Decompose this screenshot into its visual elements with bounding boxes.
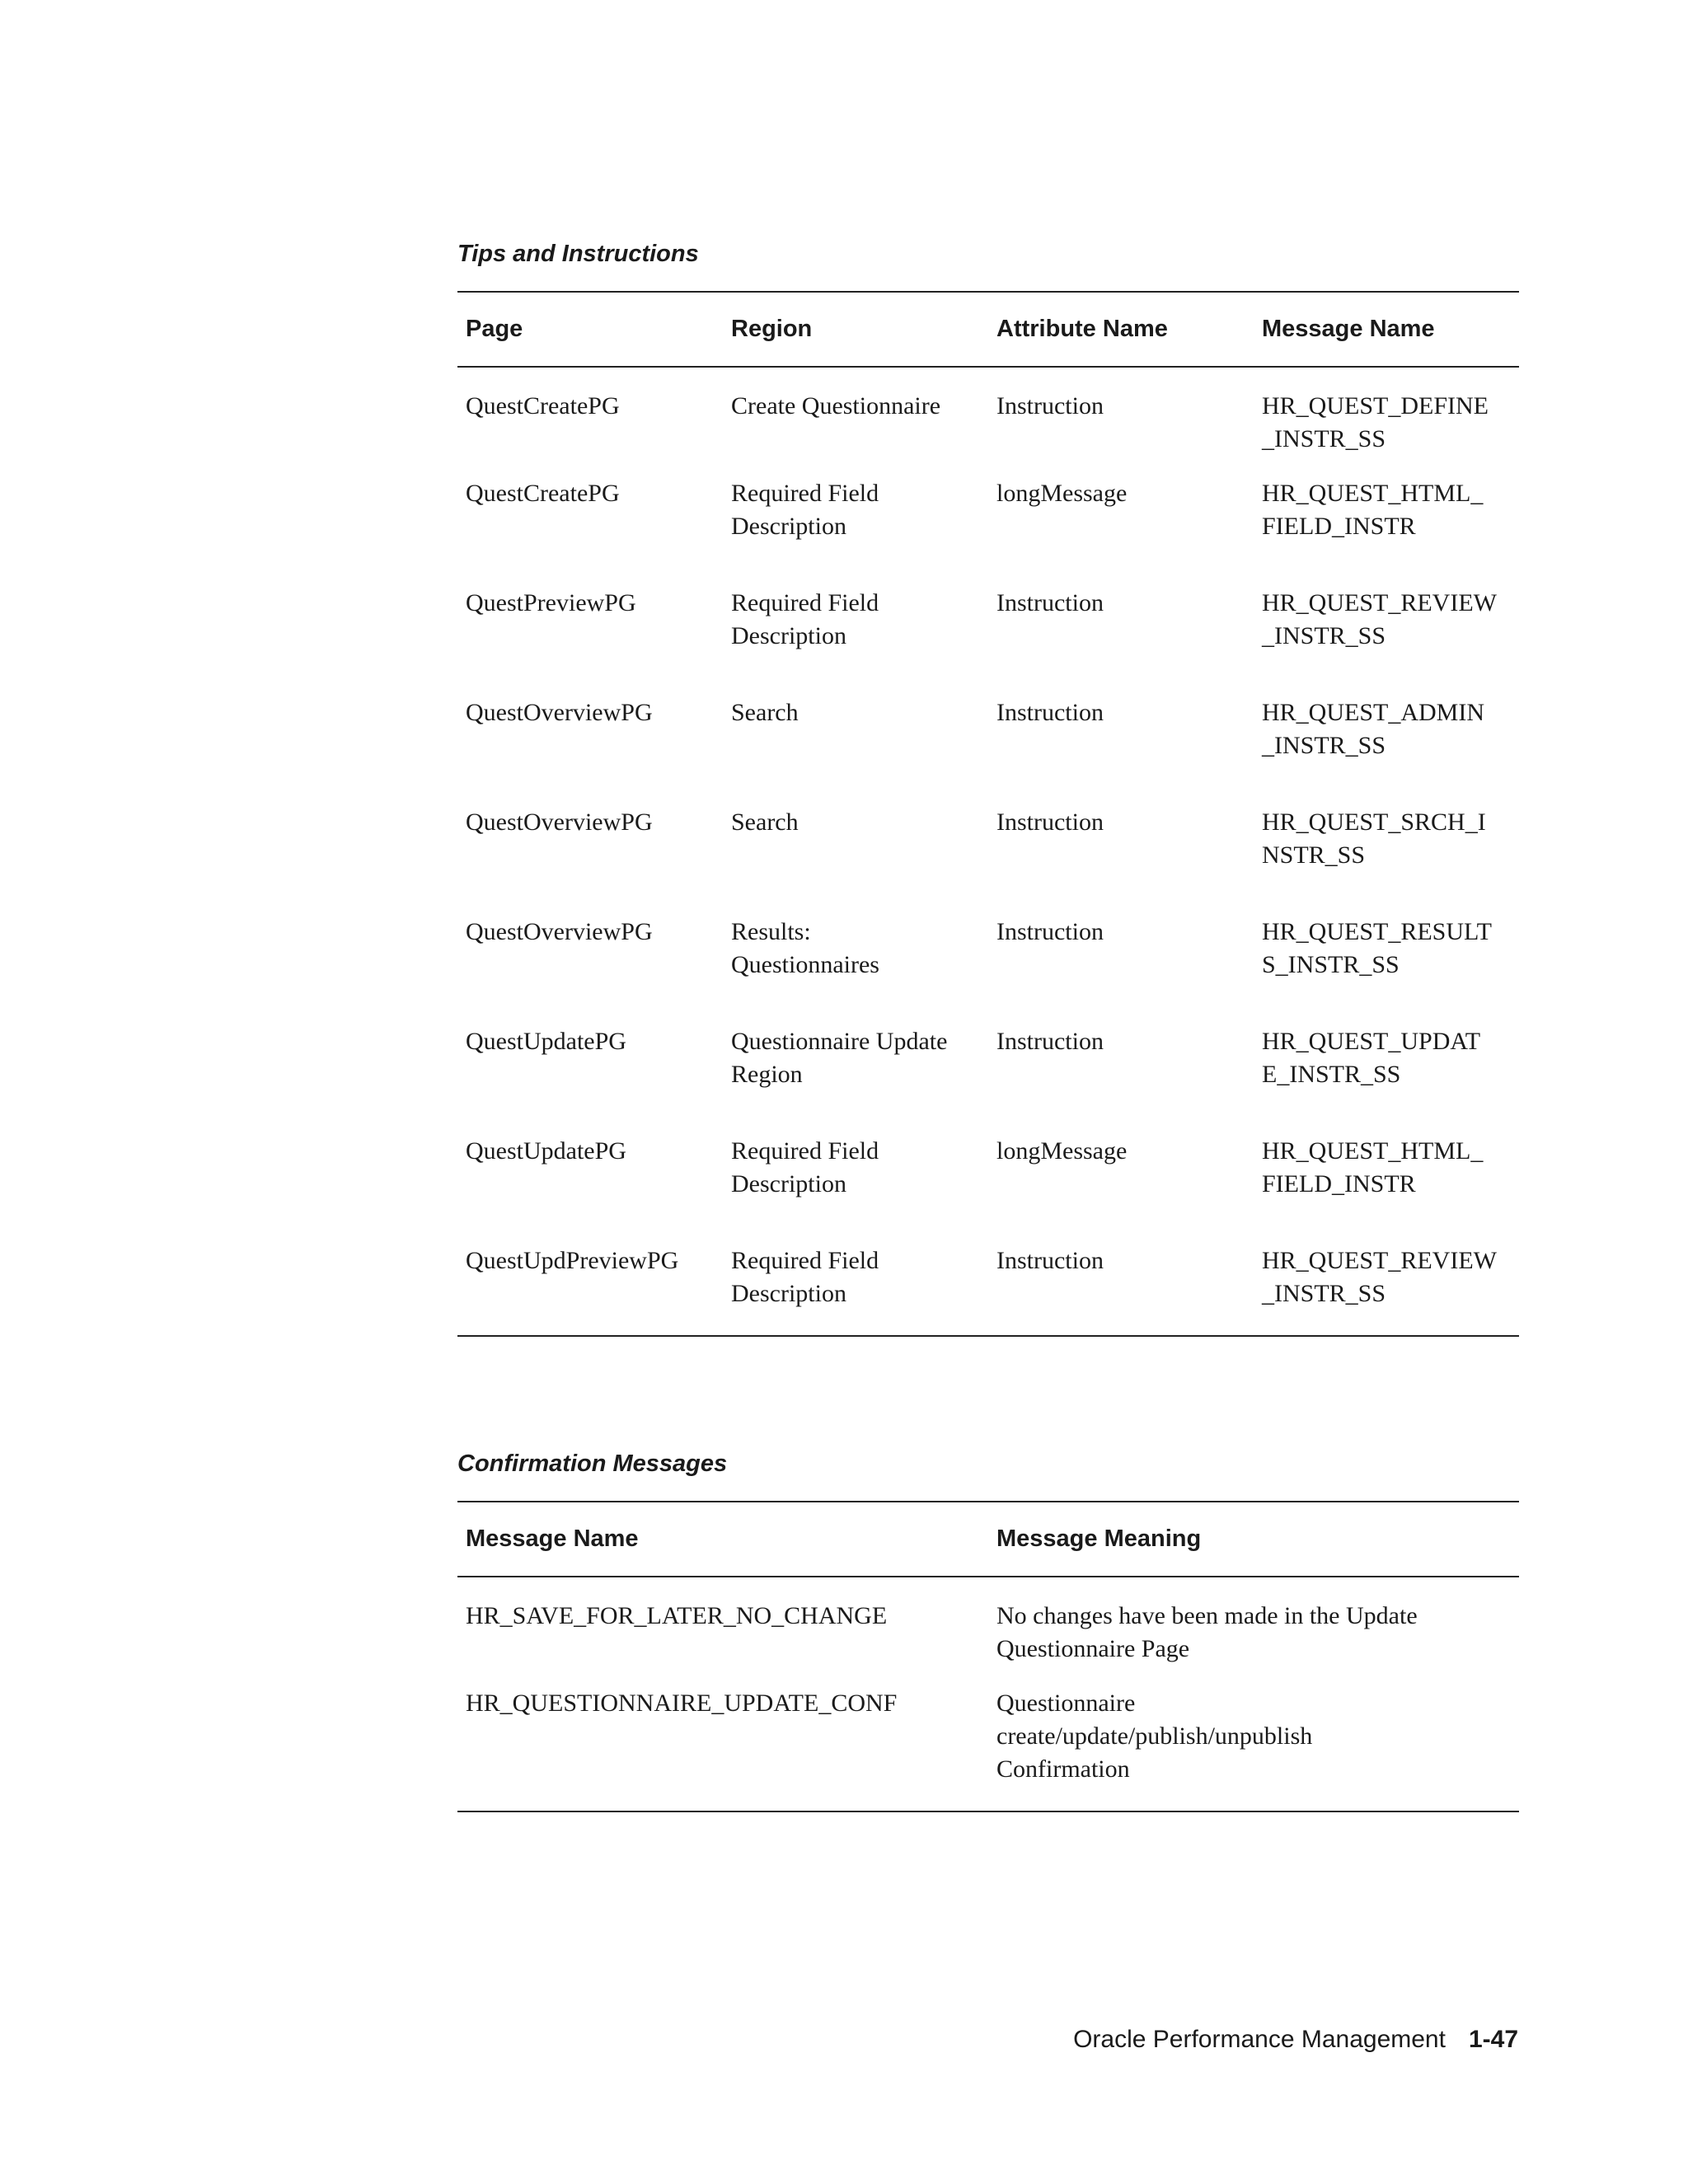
column-header-region: Region — [723, 292, 988, 367]
tips-header-row — [457, 292, 1519, 367]
cell-region: Questionnaire Update Region — [731, 1028, 948, 1088]
table-row — [457, 1244, 1519, 1336]
cell-page: QuestUpdatePG — [466, 1028, 626, 1055]
cell-message-name: HR_QUEST_UPDAT E_INSTR_SS — [1262, 1028, 1481, 1088]
table-row — [457, 806, 1519, 916]
cell-message-meaning: Questionnaire create/update/publish/unpublish Confirmation — [988, 1687, 1519, 1811]
cell-attribute-name: Instruction — [996, 699, 1104, 726]
cell-message-name: HR_QUEST_ADMIN _INSTR_SS — [1262, 699, 1484, 759]
cell-attribute-name: Instruction — [996, 589, 1104, 616]
cell-message-meaning: No changes have been made in the Update Questionnaire Page — [996, 1602, 1418, 1662]
cell-attribute-name: Instruction — [996, 918, 1104, 945]
tips-section-title: Tips and Instructions — [457, 241, 699, 267]
cell-page: QuestUpdatePG — [466, 1137, 626, 1165]
table-row — [457, 587, 1519, 696]
confirmation-header-row — [457, 1502, 1519, 1577]
confirmation-section-title: Confirmation Messages — [457, 1451, 728, 1477]
cell-region: Create Questionnaire — [731, 392, 941, 419]
cell-page: QuestOverviewPG — [466, 699, 653, 726]
table-row — [457, 1025, 1519, 1135]
cell-region: Search — [731, 808, 799, 836]
cell-attribute-name: Instruction — [996, 1028, 1104, 1055]
column-header-message-name: Message Name — [457, 1502, 988, 1577]
column-header-attribute-name: Attribute Name — [988, 292, 1254, 367]
confirmation-table — [457, 1501, 1519, 1812]
cell-message-name: HR_QUEST_DEFINE _INSTR_SS — [1262, 392, 1489, 452]
cell-message-name: HR_QUEST_HTML_ FIELD_INSTR — [1262, 480, 1484, 540]
cell-region: Required Field Description — [731, 480, 879, 540]
cell-page: QuestCreatePG — [466, 480, 620, 507]
cell-attribute-name: Instruction — [996, 808, 1104, 836]
cell-attribute-name: longMessage — [996, 480, 1128, 507]
cell-attribute-name: longMessage — [996, 1137, 1128, 1165]
cell-attribute-name: Instruction — [996, 392, 1104, 419]
cell-message-name: HR_QUEST_REVIEW _INSTR_SS — [1254, 1244, 1519, 1336]
table-row — [457, 1135, 1519, 1244]
cell-region: Search — [731, 699, 799, 726]
table-row — [457, 367, 1519, 477]
cell-region: Required Field Description — [723, 1244, 988, 1336]
cell-attribute-name: Instruction — [988, 1244, 1254, 1336]
tips-table-body — [457, 367, 1519, 1336]
cell-page: QuestCreatePG — [466, 392, 620, 419]
table-row — [457, 477, 1519, 587]
column-header-message-name: Message Name — [1254, 292, 1519, 367]
cell-message-name: HR_QUEST_SRCH_I NSTR_SS — [1262, 808, 1486, 869]
cell-message-name: HR_QUESTIONNAIRE_UPDATE_CONF — [457, 1687, 988, 1811]
cell-page: QuestUpdPreviewPG — [457, 1244, 723, 1336]
table-row — [457, 1577, 1519, 1687]
footer-book-title: Oracle Performance Management — [1073, 2026, 1446, 2053]
cell-page: QuestOverviewPG — [466, 918, 653, 945]
cell-page: QuestPreviewPG — [466, 589, 636, 616]
cell-message-name: HR_QUEST_RESULT S_INSTR_SS — [1262, 918, 1492, 978]
cell-message-name: HR_SAVE_FOR_LATER_NO_CHANGE — [466, 1602, 888, 1629]
table-row — [457, 916, 1519, 1025]
page-footer — [1073, 2026, 1518, 2054]
tips-table — [457, 291, 1519, 1337]
confirmation-table-body — [457, 1577, 1519, 1811]
page-number: 1-47 — [1468, 2026, 1518, 2053]
table-row — [457, 1687, 1519, 1811]
cell-region: Required Field Description — [731, 1137, 879, 1197]
cell-page: QuestOverviewPG — [466, 808, 653, 836]
column-header-page: Page — [457, 292, 723, 367]
cell-region: Required Field Description — [731, 589, 879, 649]
cell-region: Results: Questionnaires — [731, 918, 879, 978]
cell-message-name: HR_QUEST_REVIEW _INSTR_SS — [1262, 589, 1497, 649]
column-header-message-meaning: Message Meaning — [988, 1502, 1519, 1577]
table-row — [457, 696, 1519, 806]
cell-message-name: HR_QUEST_HTML_ FIELD_INSTR — [1262, 1137, 1484, 1197]
